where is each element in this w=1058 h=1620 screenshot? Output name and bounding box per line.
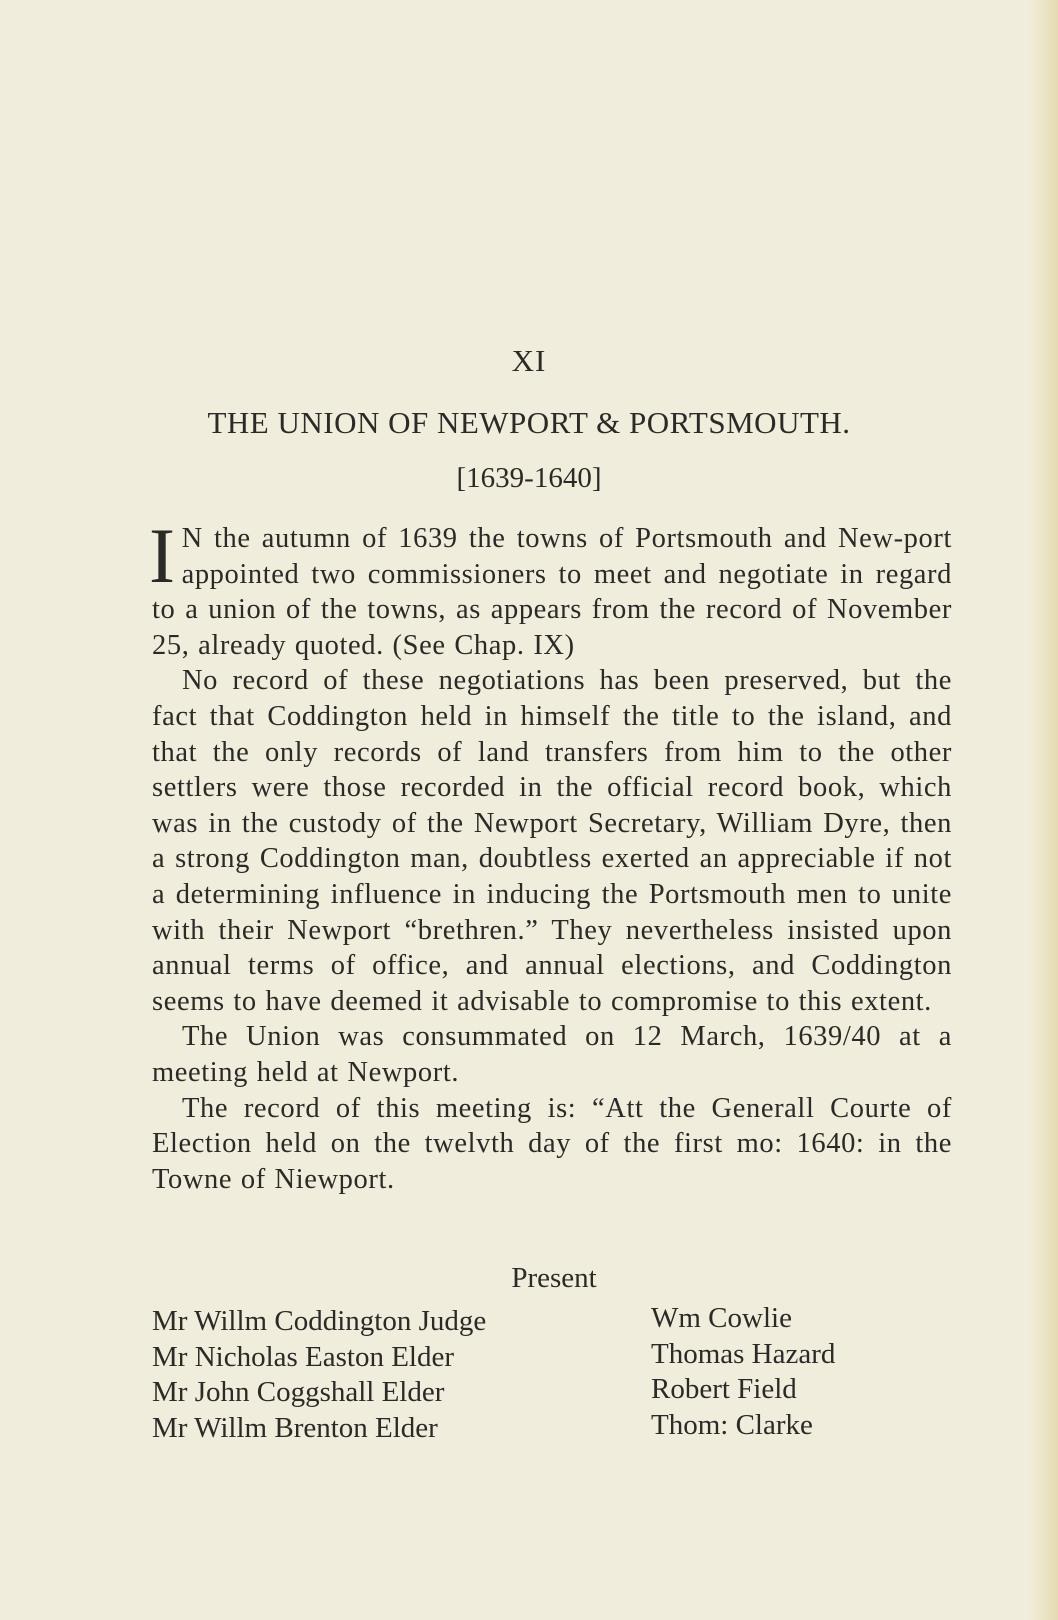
present-name: Mr John Coggshall Elder: [152, 1376, 445, 1408]
chapter-body: [149, 512, 952, 1197]
present-list-left: [152, 1304, 486, 1446]
present-name: Robert Field: [651, 1373, 797, 1405]
page-edge-shading: [1028, 0, 1058, 1620]
paragraph-1-text: N the autumn of 1639 the towns of Portsmouth and New-port appointed two commissioners to meet and negotiate in regard to a union of the towns, as appears from the record of November 25, already quoted. (See Chap. IX): [152, 523, 952, 661]
present-name: Mr Willm Coddington Judge: [152, 1305, 487, 1337]
paragraph-3: The Union was consummated on 12 March, 1639/40 at a meeting held at Newport.: [152, 1021, 952, 1088]
chapter-number: XI: [511, 343, 547, 378]
drop-cap-initial: I: [149, 512, 176, 599]
paragraph-2: No record of these negotiations has been preserved, but the fact that Coddington held in himself the title to the island, and that the only records of land transfers from him to the other settlers were those recorded in the official record book, which was in the custody of the Newport Secretary, William Dyre, then a strong Coddington man, doubtless exerted an appreciable if not a determining influence in inducing the Portsmouth men to unite with their Newport “brethren.” They nevertheless insisted upon annual terms of office, and annual elections, and Coddington seems to have deemed it advisable to compromise to this extent.: [152, 665, 952, 1017]
present-name: Wm Cowlie: [651, 1302, 792, 1334]
present-name: Thom: Clarke: [651, 1408, 813, 1441]
present-heading: Present: [511, 1262, 597, 1294]
paragraph-1: [149, 512, 952, 663]
chapter-dates: [1639-1640]: [456, 462, 602, 494]
present-name: Mr Willm Brenton Elder: [152, 1411, 438, 1444]
present-list-right: [651, 1301, 835, 1443]
present-name: Thomas Hazard: [651, 1337, 836, 1370]
present-name: Mr Nicholas Easton Elder: [152, 1340, 455, 1373]
chapter-title: THE UNION OF NEWPORT & PORTSMOUTH.: [207, 405, 851, 440]
paragraph-4: The record of this meeting is: “Att the Generall Courte of Election held on the twelvth day of the first mo: 1640: in the Towne of Niewport.: [152, 1092, 952, 1195]
